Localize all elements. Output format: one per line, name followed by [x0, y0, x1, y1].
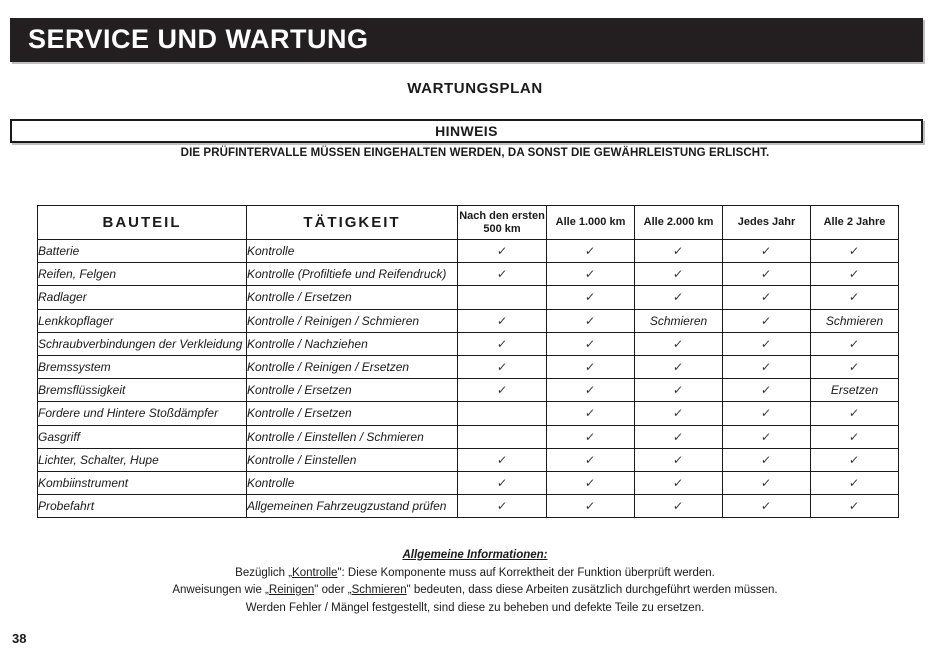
notice-text: DIE PRÜFINTERVALLE MÜSSEN EINGEHALTEN WERDEN, DA SONST DIE GEWÄHRLEISTUNG ERLISCHT. — [180, 147, 770, 159]
checkmark-icon: ✓ — [584, 383, 597, 398]
checkmark-icon-every-year — [723, 425, 811, 448]
note-line-1-keyword: Kontrolle — [292, 566, 338, 579]
checkmark-icon: ✓ — [848, 360, 861, 375]
cell-task: Kontrolle — [247, 240, 458, 263]
checkmark-icon: ✓ — [848, 244, 861, 259]
checkmark-icon-every-2000km — [635, 240, 723, 263]
checkmark-icon: ✓ — [672, 499, 685, 514]
checkmark-icon: ✓ — [584, 429, 597, 444]
checkmark-icon-every-2-years — [811, 355, 899, 378]
checkmark-icon-first-500km — [458, 309, 547, 332]
checkmark-icon-every-year — [723, 379, 811, 402]
cell-component: Lenkkopflager — [38, 309, 247, 332]
checkmark-icon-every-2000km — [635, 263, 723, 286]
checkmark-icon: ✓ — [848, 336, 861, 351]
checkmark-icon: ✓ — [584, 475, 597, 490]
checkmark-icon: ✓ — [760, 290, 773, 305]
column-header-first-500km-line2: 500 km — [483, 222, 521, 235]
checkmark-icon-first-500km — [458, 448, 547, 471]
cell-component: Gasgriff — [38, 425, 247, 448]
cell-component: Lichter, Schalter, Hupe — [38, 448, 247, 471]
cell-every-2-years: Ersetzen — [811, 379, 899, 402]
column-header-every-2-years: Alle 2 Jahre — [811, 206, 899, 240]
checkmark-icon-every-year — [723, 448, 811, 471]
checkmark-icon-every-2-years — [811, 263, 899, 286]
table-header-row — [38, 206, 899, 240]
checkmark-icon-every-year — [723, 309, 811, 332]
cell-task: Kontrolle / Ersetzen — [247, 379, 458, 402]
cell-every-2-years: Schmieren — [811, 309, 899, 332]
checkmark-icon: ✓ — [848, 406, 861, 421]
table-row — [38, 286, 899, 309]
checkmark-icon: ✓ — [496, 336, 508, 351]
checkmark-icon-every-1000km — [547, 309, 635, 332]
checkmark-icon-every-2000km — [635, 332, 723, 355]
checkmark-icon: ✓ — [584, 244, 597, 259]
checkmark-icon: ✓ — [760, 475, 773, 490]
table-row — [38, 240, 899, 263]
checkmark-icon: ✓ — [496, 452, 508, 467]
cell-component: Schraubverbindungen der Verkleidung — [38, 332, 247, 355]
checkmark-icon: ✓ — [760, 360, 773, 375]
checkmark-icon-every-2000km — [635, 355, 723, 378]
table-row — [38, 471, 899, 494]
note-line-2-prefix: Anweisungen wie „ — [172, 584, 269, 596]
checkmark-icon-every-year — [723, 355, 811, 378]
column-header-first-500km-line1: Nach den ersten — [459, 209, 545, 222]
checkmark-icon: ✓ — [760, 313, 773, 328]
checkmark-icon-every-1000km — [547, 425, 635, 448]
checkmark-icon-every-2000km — [635, 425, 723, 448]
cell-first-500km — [458, 425, 547, 448]
checkmark-icon: ✓ — [496, 383, 508, 398]
checkmark-icon: ✓ — [584, 336, 597, 351]
general-information-heading: Allgemeine Informationen: — [402, 549, 548, 561]
checkmark-icon-first-500km — [458, 332, 547, 355]
checkmark-icon-every-1000km — [547, 263, 635, 286]
section-subtitle: WARTUNGSPLAN — [407, 80, 543, 97]
checkmark-icon-every-1000km — [547, 286, 635, 309]
checkmark-icon: ✓ — [760, 267, 773, 282]
column-header-every-year: Jedes Jahr — [723, 206, 811, 240]
table-row — [38, 332, 899, 355]
checkmark-icon: ✓ — [672, 429, 685, 444]
general-information-line-2 — [0, 582, 950, 600]
checkmark-icon-every-2-years — [811, 471, 899, 494]
checkmark-icon-every-2-years — [811, 240, 899, 263]
checkmark-icon: ✓ — [672, 290, 685, 305]
checkmark-icon: ✓ — [848, 267, 861, 282]
checkmark-icon: ✓ — [672, 452, 685, 467]
cell-every-2000km: Schmieren — [635, 309, 723, 332]
column-header-task: TÄTIGKEIT — [247, 206, 458, 240]
table-row — [38, 402, 899, 425]
cell-task: Kontrolle (Profiltiefe und Reifendruck) — [247, 263, 458, 286]
checkmark-icon-every-2-years — [811, 448, 899, 471]
note-line-2-middle: " oder „ — [314, 584, 352, 596]
checkmark-icon-every-year — [723, 471, 811, 494]
table-row — [38, 309, 899, 332]
checkmark-icon: ✓ — [584, 267, 597, 282]
checkmark-icon-every-year — [723, 263, 811, 286]
checkmark-icon-every-2-years — [811, 286, 899, 309]
column-header-every-1000km: Alle 1.000 km — [547, 206, 635, 240]
checkmark-icon: ✓ — [848, 452, 861, 467]
cell-component: Radlager — [38, 286, 247, 309]
checkmark-icon-first-500km — [458, 471, 547, 494]
page-number: 38 — [12, 631, 27, 646]
table-row — [38, 263, 899, 286]
cell-component: Reifen, Felgen — [38, 263, 247, 286]
note-line-2-keyword-2: Schmieren — [351, 584, 407, 596]
cell-task: Kontrolle / Einstellen / Schmieren — [247, 425, 458, 448]
checkmark-icon-first-500km — [458, 379, 547, 402]
note-line-1-prefix: Bezüglich „ — [235, 566, 293, 579]
checkmark-icon: ✓ — [584, 290, 597, 305]
checkmark-icon-every-2000km — [635, 495, 723, 518]
checkmark-icon-every-1000km — [547, 402, 635, 425]
checkmark-icon: ✓ — [672, 406, 685, 421]
checkmark-icon: ✓ — [760, 499, 773, 514]
cell-first-500km — [458, 402, 547, 425]
checkmark-icon-every-2-years — [811, 332, 899, 355]
checkmark-icon-first-500km — [458, 263, 547, 286]
checkmark-icon-every-2000km — [635, 402, 723, 425]
checkmark-icon: ✓ — [760, 429, 773, 444]
checkmark-icon: ✓ — [584, 452, 597, 467]
checkmark-icon: ✓ — [672, 267, 685, 282]
checkmark-icon: ✓ — [760, 452, 773, 467]
cell-task: Kontrolle / Reinigen / Ersetzen — [247, 355, 458, 378]
table-row — [38, 379, 899, 402]
checkmark-icon-every-1000km — [547, 495, 635, 518]
page-title: SERVICE UND WARTUNG — [28, 23, 369, 54]
checkmark-icon: ✓ — [848, 429, 861, 444]
cell-task: Kontrolle — [247, 471, 458, 494]
cell-task: Allgemeinen Fahrzeugzustand prüfen — [247, 495, 458, 518]
checkmark-icon: ✓ — [760, 244, 773, 259]
checkmark-icon: ✓ — [672, 336, 685, 351]
checkmark-icon: ✓ — [672, 360, 685, 375]
maintenance-schedule-table — [37, 205, 893, 518]
checkmark-icon-every-1000km — [547, 332, 635, 355]
table-row — [38, 448, 899, 471]
checkmark-icon: ✓ — [760, 336, 773, 351]
checkmark-icon: ✓ — [496, 475, 508, 490]
checkmark-icon-first-500km — [458, 240, 547, 263]
checkmark-icon-first-500km — [458, 355, 547, 378]
checkmark-icon: ✓ — [496, 244, 508, 259]
table-row — [38, 495, 899, 518]
checkmark-icon: ✓ — [496, 499, 508, 514]
cell-task: Kontrolle / Ersetzen — [247, 402, 458, 425]
note-line-2-keyword-1: Reinigen — [268, 584, 315, 596]
table-row — [38, 425, 899, 448]
cell-first-500km — [458, 286, 547, 309]
checkmark-icon-every-1000km — [547, 471, 635, 494]
checkmark-icon: ✓ — [848, 475, 861, 490]
checkmark-icon: ✓ — [496, 360, 508, 375]
checkmark-icon-every-year — [723, 495, 811, 518]
page-header-banner — [10, 18, 923, 62]
checkmark-icon: ✓ — [672, 475, 685, 490]
checkmark-icon-every-year — [723, 402, 811, 425]
cell-task: Kontrolle / Einstellen — [247, 448, 458, 471]
cell-component: Batterie — [38, 240, 247, 263]
column-header-component: BAUTEIL — [38, 206, 247, 240]
checkmark-icon: ✓ — [584, 406, 597, 421]
checkmark-icon-every-year — [723, 332, 811, 355]
cell-component: Bremsflüssigkeit — [38, 379, 247, 402]
general-information-notes — [0, 547, 950, 617]
table-row — [38, 355, 899, 378]
checkmark-icon: ✓ — [848, 499, 861, 514]
checkmark-icon: ✓ — [584, 499, 597, 514]
checkmark-icon-every-year — [723, 240, 811, 263]
checkmark-icon-every-2000km — [635, 286, 723, 309]
cell-task: Kontrolle / Ersetzen — [247, 286, 458, 309]
checkmark-icon-every-2000km — [635, 471, 723, 494]
checkmark-icon-first-500km — [458, 495, 547, 518]
general-information-line-3: Werden Fehler / Mängel festgestellt, sind diese zu beheben und defekte Teile zu ersetzen. — [245, 601, 705, 614]
checkmark-icon-every-2-years — [811, 425, 899, 448]
checkmark-icon-every-2-years — [811, 495, 899, 518]
column-header-first-500km — [458, 206, 547, 240]
checkmark-icon-every-1000km — [547, 379, 635, 402]
checkmark-icon-every-2-years — [811, 402, 899, 425]
cell-component: Fordere und Hintere Stoßdämpfer — [38, 402, 247, 425]
checkmark-icon-every-1000km — [547, 355, 635, 378]
column-header-every-2000km: Alle 2.000 km — [635, 206, 723, 240]
cell-task: Kontrolle / Reinigen / Schmieren — [247, 309, 458, 332]
checkmark-icon: ✓ — [848, 290, 861, 305]
checkmark-icon-every-2000km — [635, 379, 723, 402]
notice-box — [10, 119, 923, 143]
checkmark-icon: ✓ — [496, 313, 508, 328]
checkmark-icon: ✓ — [584, 360, 597, 375]
general-information-line-1 — [0, 565, 950, 583]
checkmark-icon: ✓ — [584, 313, 597, 328]
checkmark-icon: ✓ — [672, 244, 685, 259]
checkmark-icon-every-1000km — [547, 240, 635, 263]
checkmark-icon: ✓ — [760, 383, 773, 398]
cell-component: Probefahrt — [38, 495, 247, 518]
checkmark-icon-every-1000km — [547, 448, 635, 471]
checkmark-icon-every-2000km — [635, 448, 723, 471]
note-line-2-suffix: " bedeuten, dass diese Arbeiten zusätzlich durchgeführt werden müssen. — [406, 584, 778, 596]
cell-task: Kontrolle / Nachziehen — [247, 332, 458, 355]
notice-label: HINWEIS — [435, 123, 498, 139]
checkmark-icon: ✓ — [496, 267, 508, 282]
note-line-1-suffix: ": Diese Komponente muss auf Korrektheit der Funktion überprüft werden. — [337, 566, 715, 579]
cell-component: Bremssystem — [38, 355, 247, 378]
checkmark-icon: ✓ — [672, 383, 685, 398]
checkmark-icon-every-year — [723, 286, 811, 309]
cell-component: Kombiinstrument — [38, 471, 247, 494]
checkmark-icon: ✓ — [760, 406, 773, 421]
